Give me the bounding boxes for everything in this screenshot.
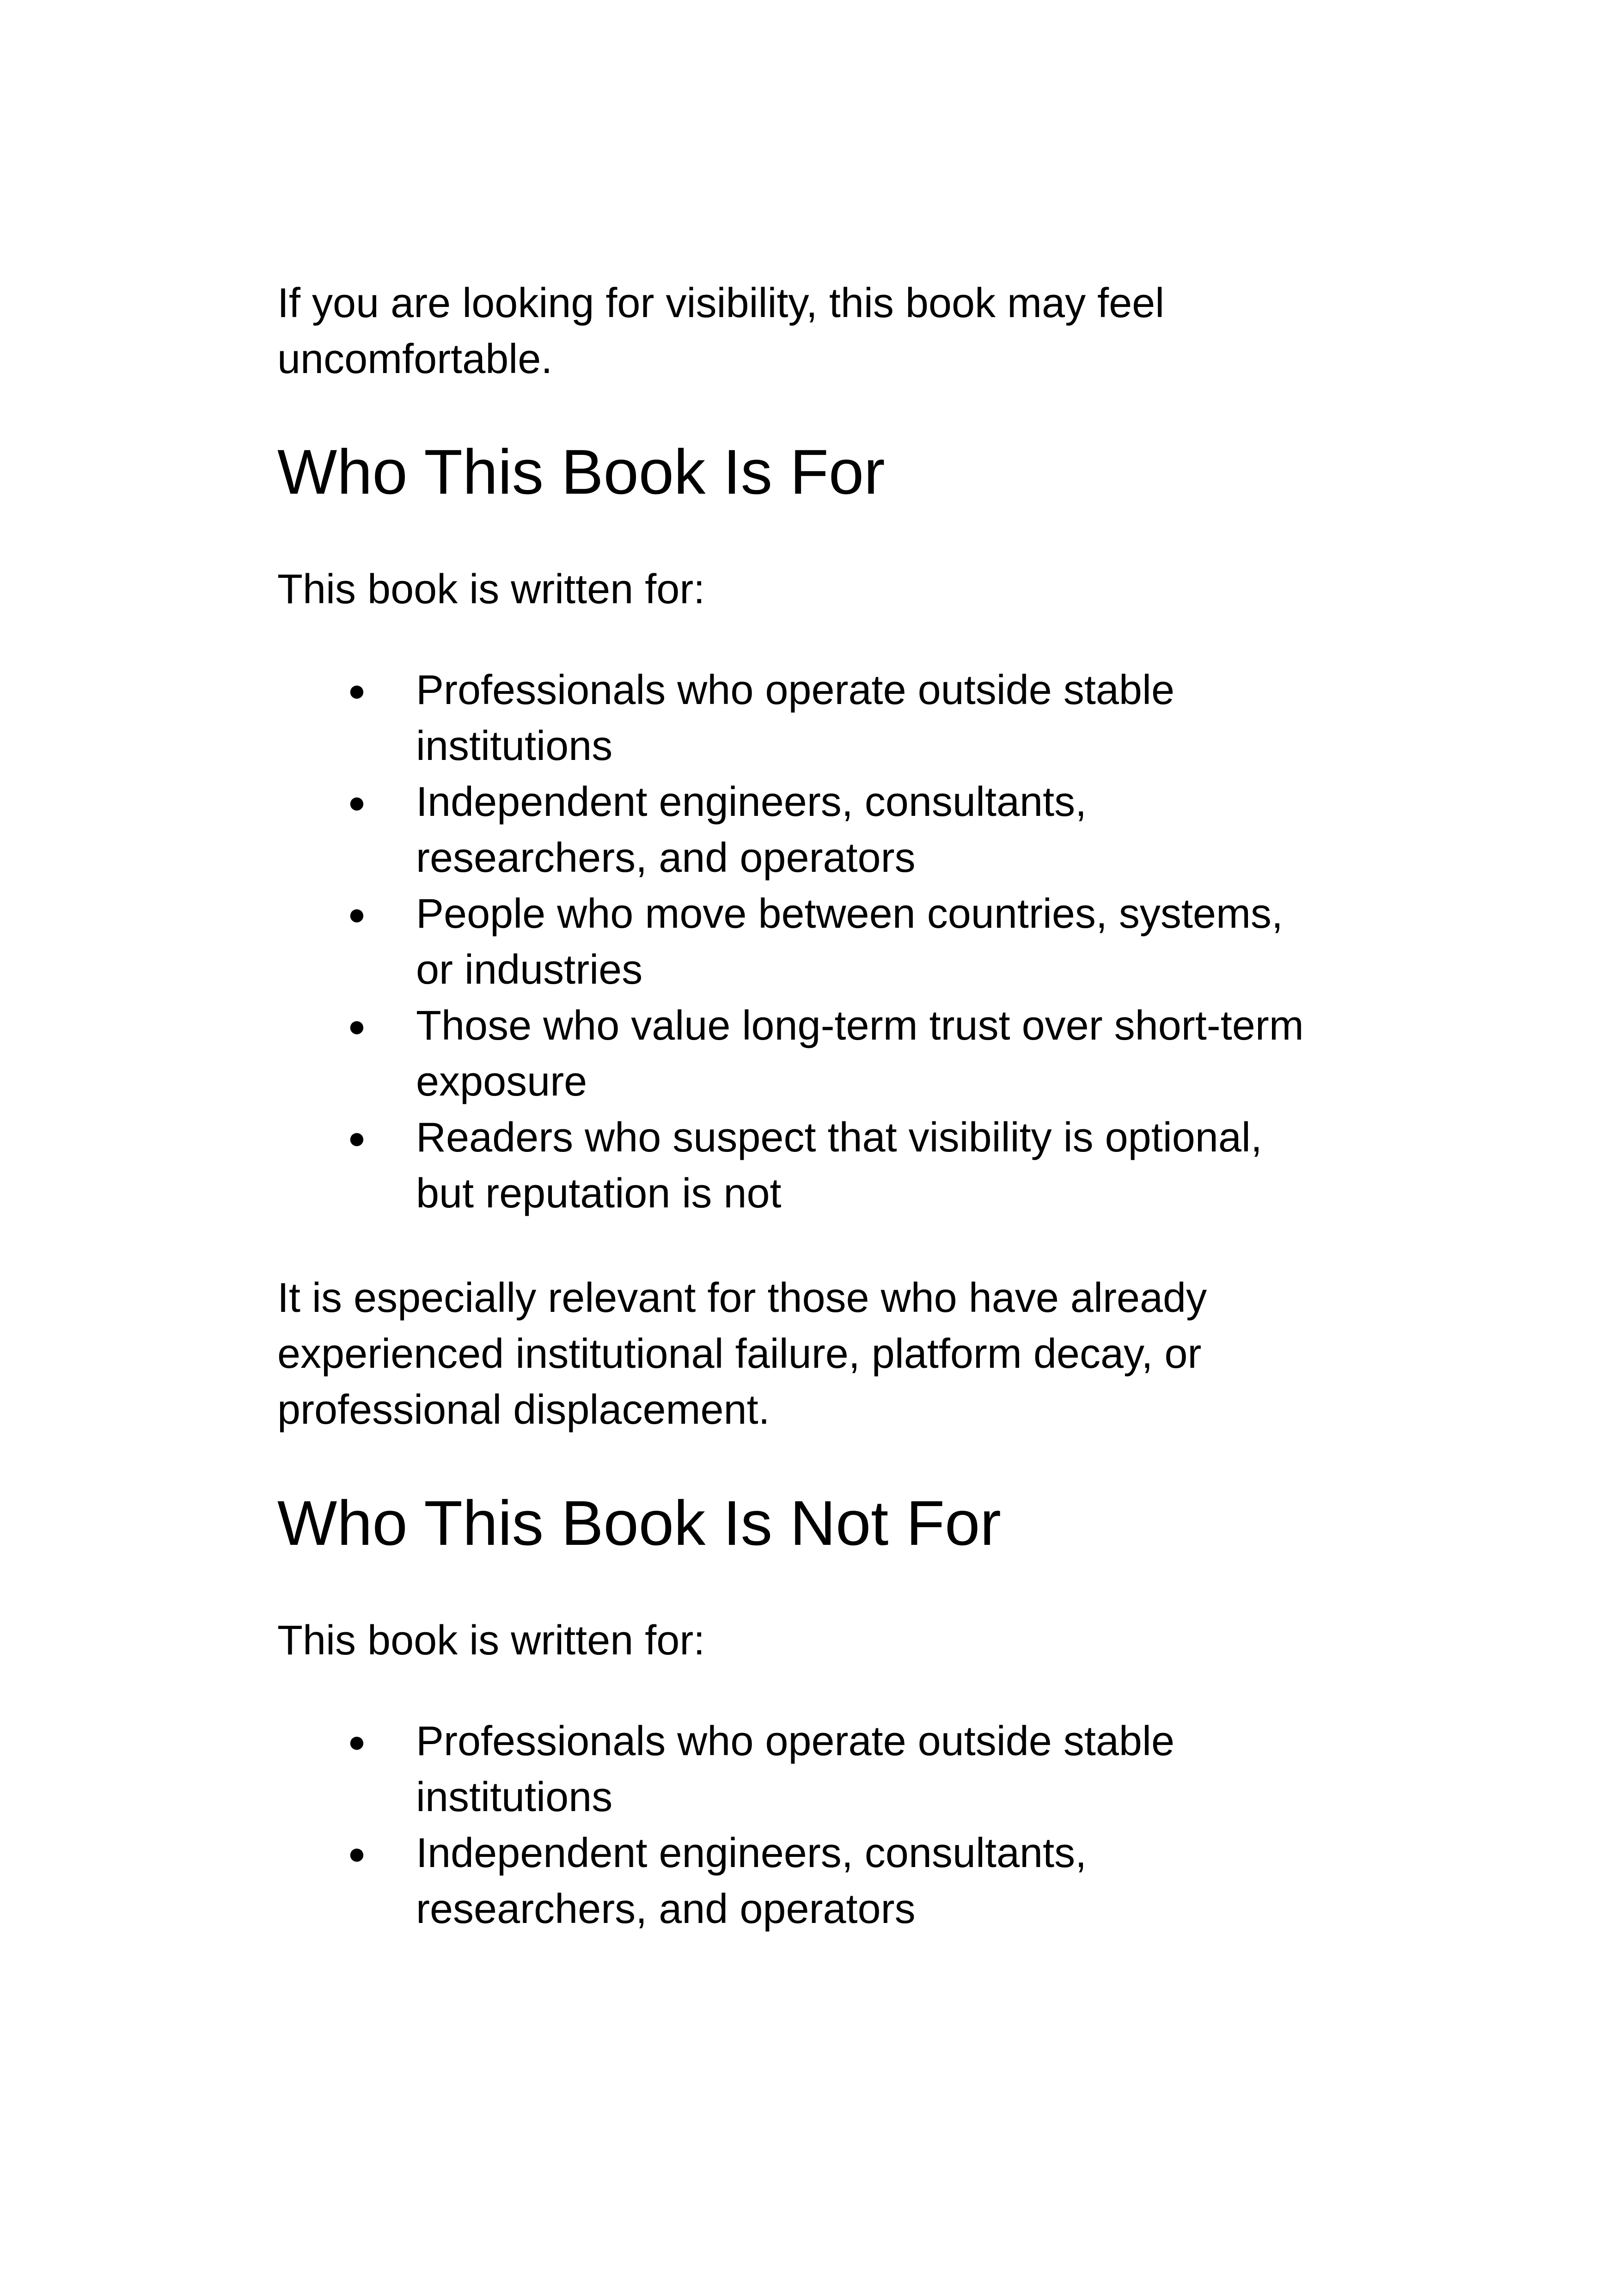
list-item-text: [416, 998, 1387, 1110]
list-item-text: [416, 1110, 1387, 1222]
section-for-closing-paragraph: [277, 1270, 1363, 1438]
list-item-line: exposure: [416, 1059, 587, 1105]
list-item-line: People who move between countries, systems,: [416, 891, 1283, 937]
list-item-line: researchers, and operators: [416, 1886, 916, 1932]
list-item-line: Independent engineers, consultants,: [416, 1830, 1087, 1876]
closing-line-2: experienced institutional failure, platform decay, or: [277, 1331, 1202, 1377]
section-for-lead: This book is written for:: [277, 566, 705, 612]
section-heading-not-for: Who This Book Is Not For: [277, 1488, 1001, 1559]
list-item-text: [416, 1825, 1387, 1937]
bullet-icon: ●: [348, 785, 366, 819]
closing-line-3: professional displacement.: [277, 1387, 770, 1433]
list-item-line: institutions: [416, 723, 613, 769]
list-item-line: but reputation is not: [416, 1170, 782, 1217]
bullet-icon: ●: [348, 673, 366, 707]
list-item-text: [416, 774, 1387, 886]
list-item-text: [416, 662, 1387, 774]
list-item-line: Readers who suspect that visibility is optional,: [416, 1114, 1262, 1161]
list-item-line: institutions: [416, 1774, 613, 1820]
list-item-line: Those who value long-term trust over short-term: [416, 1003, 1304, 1049]
bullet-icon: ●: [348, 1836, 366, 1870]
list-item-line: or industries: [416, 947, 643, 993]
bullet-icon: ●: [348, 1009, 366, 1043]
section-heading-for: Who This Book Is For: [277, 437, 885, 508]
list-item-text: [416, 886, 1387, 998]
bullet-icon: ●: [348, 897, 366, 931]
intro-line-2: uncomfortable.: [277, 336, 553, 382]
bullet-icon: ●: [348, 1120, 366, 1155]
section-not-for-lead: This book is written for:: [277, 1617, 705, 1664]
list-item-text: [416, 1714, 1387, 1825]
list-item-line: Professionals who operate outside stable: [416, 1718, 1175, 1764]
list-item-line: Professionals who operate outside stable: [416, 667, 1175, 713]
list-item-line: Independent engineers, consultants,: [416, 779, 1087, 825]
closing-line-1: It is especially relevant for those who have already: [277, 1275, 1207, 1321]
intro-paragraph: [277, 276, 1363, 387]
bullet-icon: ●: [348, 1724, 366, 1758]
list-item-line: researchers, and operators: [416, 835, 916, 881]
intro-line-1: If you are looking for visibility, this book may feel: [277, 280, 1165, 326]
